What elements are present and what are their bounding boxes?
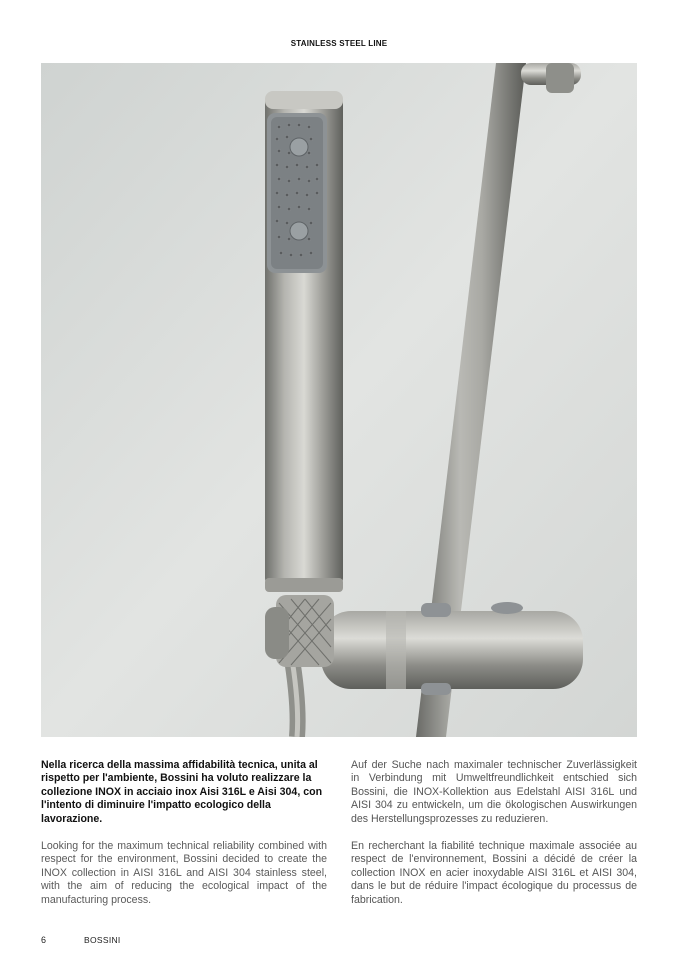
hand-shower (265, 91, 343, 592)
product-photo (41, 63, 637, 737)
german-paragraph: Auf der Suche nach maximaler technischer Zuverlässigkeit in Verbindung mit Umweltfreundlichkeit entschied sich Bossini, die INOX-Kollektion aus Edelstahl AISI 316L und AISI 304 zu entwickeln, um die ökologischen Auswirkungen des Herstellungsprozesses zu reduzieren. (351, 759, 637, 825)
brand-name: BOSSINI (84, 935, 121, 945)
italian-paragraph: Nella ricerca della massima affidabilità tecnica, unita al rispetto per l'ambiente, Bossini ha voluto realizzare la collezione INOX in acciaio inox Aisi 316L e Aisi 304, con l'intento di diminuire l'impatto ecologico della lavorazione. (41, 759, 323, 825)
french-paragraph: En recherchant la fiabilité technique maximale associée au respect de l'environnement, Bossini a décidé de créer la collection INOX en acier inoxydable AISI 316L et AISI 304, dans le but de réduire l'impact écologique du processus de fabrication. (351, 840, 637, 906)
english-paragraph: Looking for the maximum technical reliability combined with respect for the environment, Bossini decided to create the INOX collection in AISI 316L and AISI 304 stainless steel, with the aim of reducing the ecological impact of the manufacturing process. (41, 840, 327, 906)
page-number: 6 (41, 935, 47, 945)
left-text-column (41, 759, 327, 921)
right-text-column (351, 759, 637, 921)
page-header: STAINLESS STEEL LINE (290, 39, 388, 48)
